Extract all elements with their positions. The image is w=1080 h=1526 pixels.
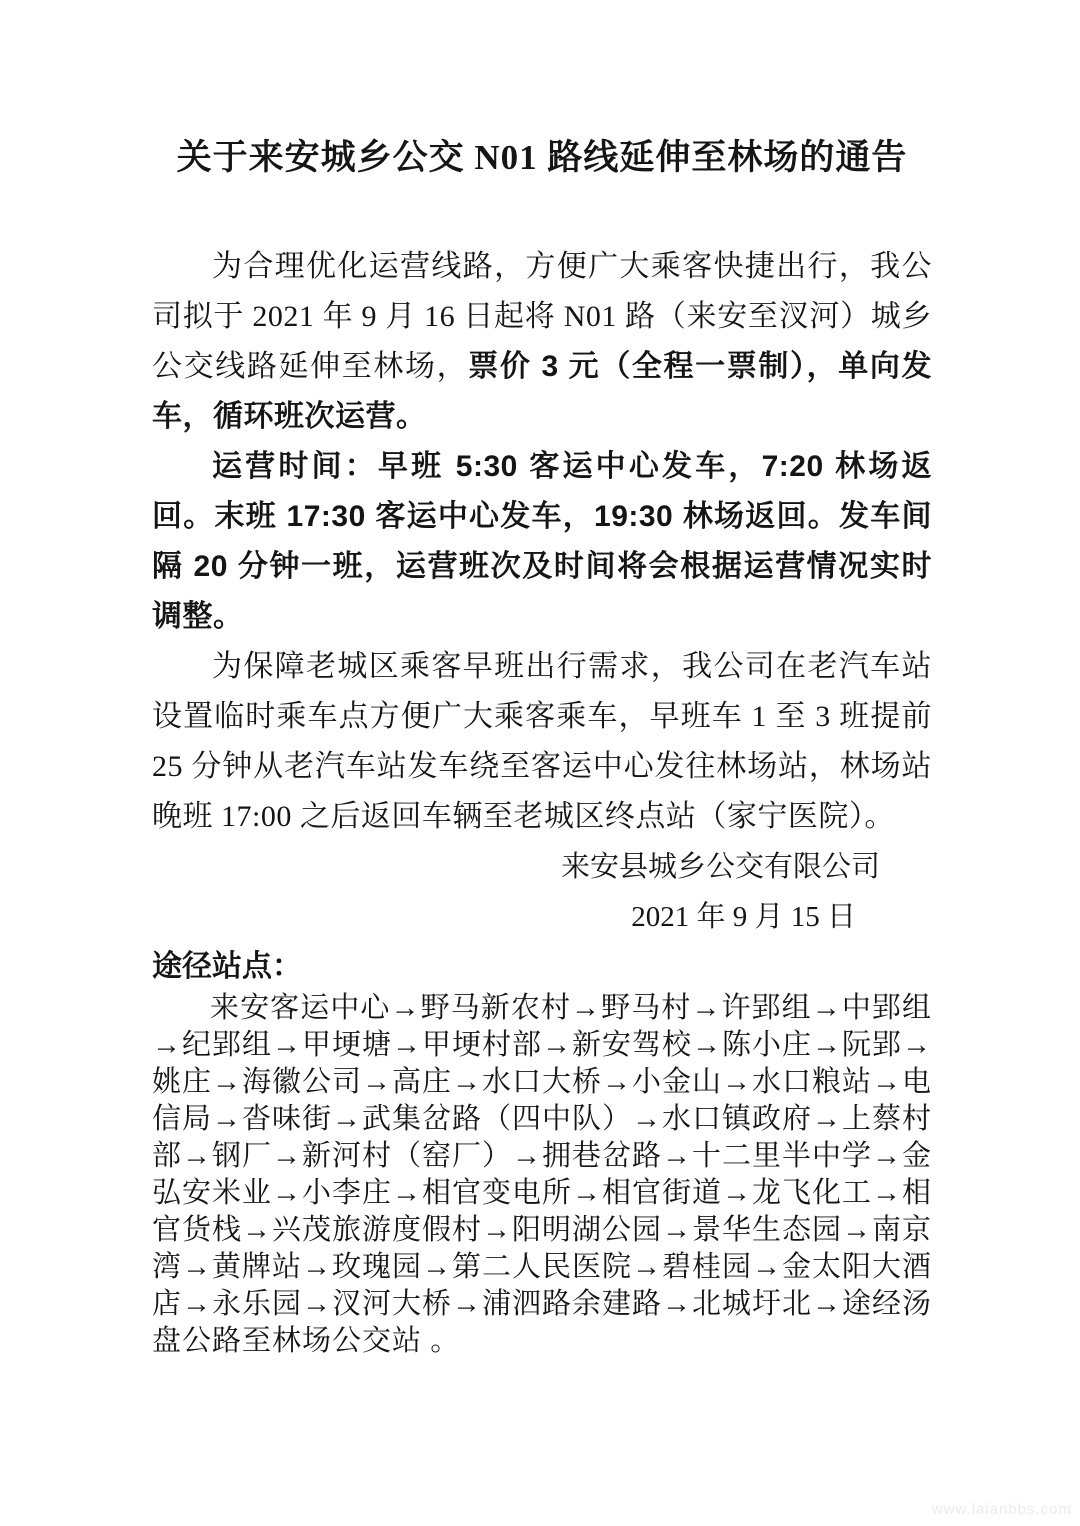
document-content: [152, 130, 932, 1360]
route-extension-text: 为合理优化运营线路，方便广大乘客快捷出行，我公司拟于 2021 年 9 月 16 日起将 N01 路（来安至汊河）城乡公交线路延伸至林场，: [152, 250, 932, 383]
route-stops-list: 来安客运中心→野马新农村→野马村→许郢组→中郢组→纪郢组→甲埂塘→甲埂村部→新安驾校→陈小庄→阮郢→姚庄→海徽公司→高庄→水口大桥→小金山→水口粮站→电信局→沓味街→武集岔路（四中队）→水口镇政府→上蔡村部→钢厂→新河村（窑厂）→拥巷岔路→十二里半中学→金弘安米业→小李庄→相官变电所→相官街道→龙飞化工→相官货栈→兴茂旅游度假村→阳明湖公园→景华生态园→南京湾→黄牌站→玫瑰园→第二人民医院→碧桂园→金太阳大酒店→永乐园→汊河大桥→浦泗路余建路→北城圩北→途经汤盘公路至林场公交站 。: [152, 992, 933, 1357]
signature-date: 2021 年 9 月 15 日: [631, 901, 856, 933]
paragraph-old-town-service: 为保障老城区乘客早班出行需求，我公司在老汽车站设置临时乘车点方便广大乘客乘车，早班车 1 至 3 班提前 25 分钟从老汽车站发车绕至客运中心发往林场站，林场站晚班 17:00 之后返回车辆至老城区终点站（家宁医院）。: [152, 650, 932, 833]
signature-company: 来安县城乡公交有限公司: [560, 851, 880, 883]
document-title: 关于来安城乡公交 N01 路线延伸至林场的通告: [176, 138, 908, 177]
watermark-text: www.laianbbs.com: [931, 1501, 1072, 1518]
route-stops-heading: 途径站点：: [152, 950, 302, 983]
fare-info-bold-text: 票价 3 元（全程一票制），单向发车，循环班次运营。: [152, 350, 933, 433]
paragraph-operating-hours: 运营时间：早班 5:30 客运中心发车，7:20 林场返回。末班 17:30 客运中心发车，19:30 林场返回。发车间隔 20 分钟一班，运营班次及时间将会根据运营情况实时调整。: [152, 450, 932, 633]
paragraph-route-extension: [152, 242, 932, 442]
